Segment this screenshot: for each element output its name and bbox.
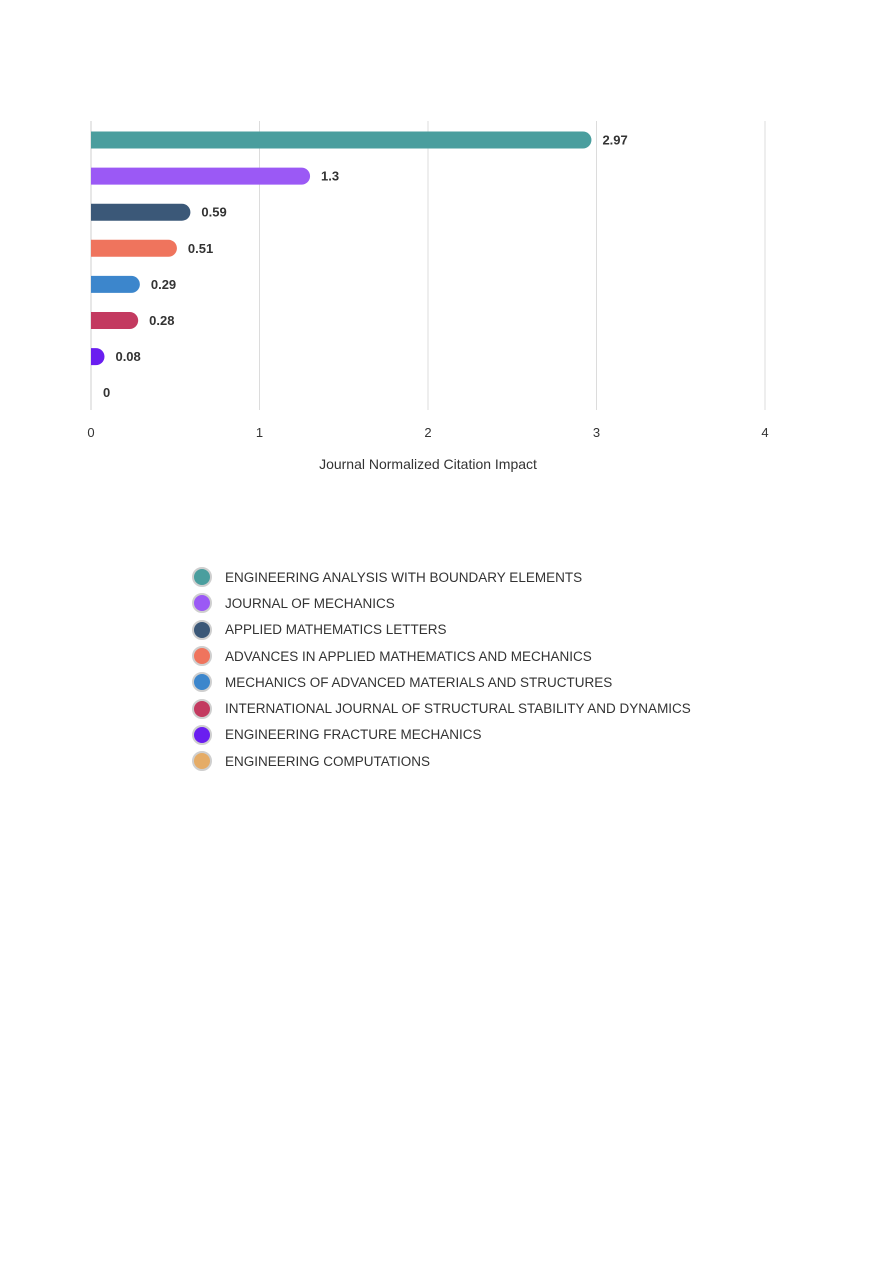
gridlines bbox=[91, 121, 765, 410]
legend-label-0: ENGINEERING ANALYSIS WITH BOUNDARY ELEMENTS bbox=[225, 569, 583, 585]
legend-swatch-2 bbox=[192, 620, 212, 640]
bar-6 bbox=[91, 348, 104, 365]
x-tick-label-4: 4 bbox=[761, 425, 769, 440]
legend-swatch-0 bbox=[192, 567, 212, 587]
legend-item-6 bbox=[192, 722, 691, 748]
legend-item-1 bbox=[192, 590, 691, 616]
x-tick-label-2: 2 bbox=[424, 425, 432, 440]
bar-value-label-1: 1.3 bbox=[321, 168, 340, 184]
legend-swatch-4 bbox=[192, 672, 212, 692]
x-axis-ticks bbox=[87, 425, 768, 440]
bars bbox=[91, 132, 591, 366]
bar-1 bbox=[91, 168, 310, 185]
legend-item-5 bbox=[192, 695, 691, 721]
legend-label-3: ADVANCES IN APPLIED MATHEMATICS AND MECHANICS bbox=[225, 648, 592, 664]
bar-5 bbox=[91, 312, 138, 329]
bar-4 bbox=[91, 276, 140, 293]
legend-label-5: INTERNATIONAL JOURNAL OF STRUCTURAL STABILITY AND DYNAMICS bbox=[225, 701, 691, 717]
bar-value-label-7: 0 bbox=[103, 385, 111, 401]
bar-value-label-6: 0.08 bbox=[115, 349, 141, 365]
legend-swatch-1 bbox=[192, 593, 212, 613]
legend-item-0 bbox=[192, 564, 691, 590]
legend-label-1: JOURNAL OF MECHANICS bbox=[225, 595, 395, 611]
legend-swatch-7 bbox=[192, 751, 212, 771]
legend-label-2: APPLIED MATHEMATICS LETTERS bbox=[225, 622, 447, 638]
bar-value-label-3: 0.51 bbox=[187, 240, 214, 256]
legend bbox=[192, 564, 691, 774]
legend-item-2 bbox=[192, 617, 691, 643]
x-tick-label-0: 0 bbox=[87, 425, 95, 440]
bar-value-label-0: 2.97 bbox=[602, 132, 628, 148]
legend-label-6: ENGINEERING FRACTURE MECHANICS bbox=[225, 727, 482, 743]
bar-3 bbox=[91, 240, 177, 257]
bar-value-label-5: 0.28 bbox=[149, 313, 175, 328]
legend-label-4: MECHANICS OF ADVANCED MATERIALS AND STRUCTURES bbox=[225, 674, 613, 690]
bar-chart bbox=[0, 0, 893, 500]
legend-item-7 bbox=[192, 748, 691, 774]
bar-value-label-4: 0.29 bbox=[150, 276, 177, 292]
legend-swatch-5 bbox=[192, 699, 212, 719]
legend-item-4 bbox=[192, 669, 691, 695]
bar-2 bbox=[91, 204, 190, 221]
x-axis-title: Journal Normalized Citation Impact bbox=[319, 456, 537, 472]
legend-swatch-6 bbox=[192, 725, 212, 745]
x-tick-label-3: 3 bbox=[592, 425, 601, 440]
bar-0 bbox=[91, 132, 591, 149]
legend-item-3 bbox=[192, 643, 691, 669]
bar-value-label-2: 0.59 bbox=[201, 204, 227, 220]
legend-label-7: ENGINEERING COMPUTATIONS bbox=[225, 753, 431, 769]
x-tick-label-1: 1 bbox=[255, 425, 264, 440]
legend-swatch-3 bbox=[192, 646, 212, 666]
